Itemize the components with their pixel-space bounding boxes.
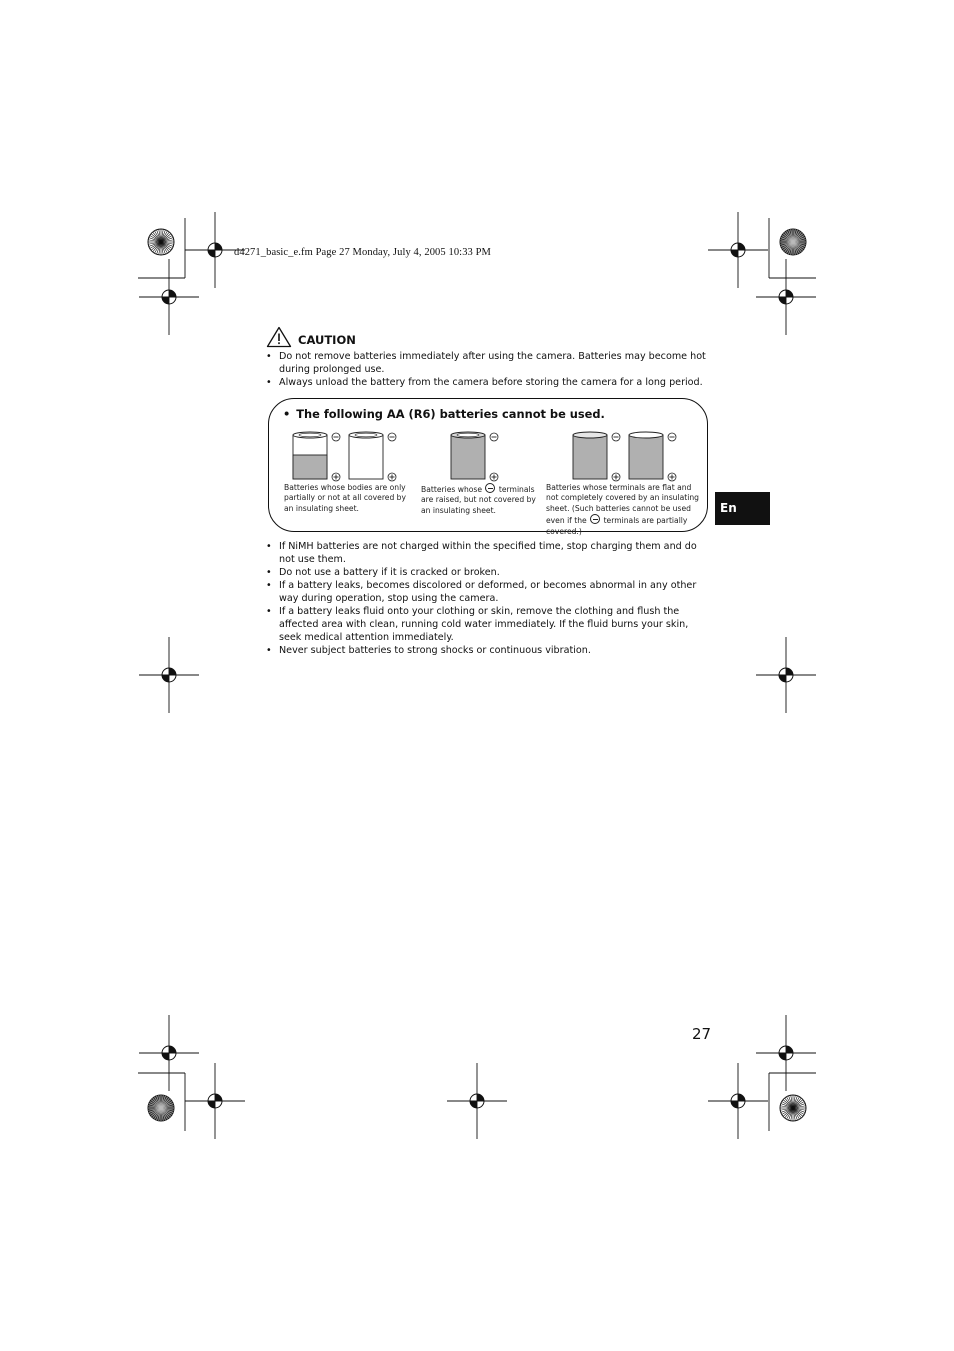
registration-crosshair-icon [139, 637, 199, 713]
registration-crosshair-icon [447, 1063, 507, 1139]
minus-terminal-icon [332, 433, 340, 441]
list-item: • Never subject batteries to strong shocks or continuous vibration. [266, 644, 712, 657]
registration-crosshair-icon [756, 259, 816, 335]
list-item: • Do not use a battery if it is cracked or broken. [266, 566, 712, 579]
plus-terminal-icon [388, 473, 396, 481]
caption-text: Batteries whose terminals are flat and not completely covered by an insulating sheet. (Such batteries cannot be used even if the [546, 483, 699, 526]
minus-terminal-icon [388, 433, 396, 441]
caption-text: Batteries whose [421, 485, 483, 494]
minus-terminal-icon [490, 433, 498, 441]
battery-uncovered-illustration [345, 429, 405, 484]
registration-crosshair-icon [756, 1015, 816, 1091]
minus-terminal-icon [612, 433, 620, 441]
registration-crosshair-icon [708, 212, 768, 288]
file-info-header: d4271_basic_e.fm Page 27 Monday, July 4, 2005 10:33 PM [234, 247, 491, 258]
page-number: 27 [692, 1025, 712, 1043]
registration-crosshair-icon [139, 259, 199, 335]
plus-terminal-icon [332, 473, 340, 481]
list-item: • If NiMH batteries are not charged within the specified time, stop charging them and do not use them. [266, 540, 712, 566]
battery-partially-covered-terminal-illustration [625, 429, 685, 484]
box-title: • The following AA (R6) batteries cannot be used. [283, 407, 605, 421]
battery-partially-covered-illustration [289, 429, 349, 484]
registration-crosshair-icon [708, 1063, 768, 1139]
registration-crosshair-icon [139, 1015, 199, 1091]
minus-terminal-icon [485, 483, 495, 493]
list-item: • Do not remove batteries immediately after using the camera. Batteries may become hot during prolonged use. [266, 350, 712, 376]
registration-crosshair-icon [185, 1063, 245, 1139]
registration-starburst-icon [148, 229, 174, 255]
battery-flat-terminal-illustration [569, 429, 629, 484]
plus-terminal-icon [612, 473, 620, 481]
language-tab: En [715, 492, 770, 525]
plus-terminal-icon [668, 473, 676, 481]
caption-body-covering: Batteries whose bodies are only partially or not at all covered by an insulating sheet. [284, 483, 406, 513]
caption-text: terminals are raised, but not covered by an insulating sheet. [421, 485, 536, 515]
list-item: • Always unload the battery from the camera before storing the camera for a long period. [266, 376, 712, 389]
battery-warnings-list [266, 540, 712, 657]
plus-terminal-icon [490, 473, 498, 481]
list-item: • If a battery leaks fluid onto your clothing or skin, remove the clothing and flush the affected area with clean, running cold water immediately. If the fluid burns your skin, seek medical attention immediately. [266, 605, 712, 644]
registration-starburst-icon [780, 1095, 806, 1121]
box-title-text: The following AA (R6) batteries cannot be used. [296, 407, 605, 421]
caution-list [266, 350, 712, 389]
registration-starburst-icon [780, 229, 806, 255]
minus-terminal-icon [590, 514, 600, 524]
registration-starburst-icon [148, 1095, 174, 1121]
unusable-batteries-box [268, 398, 708, 536]
caption-flat-terminals [546, 483, 706, 537]
battery-raised-terminal-illustration [447, 429, 507, 484]
caption-raised-terminals [421, 483, 536, 516]
registration-crosshair-icon [756, 637, 816, 713]
caution-title: CAUTION [298, 333, 356, 347]
minus-terminal-icon [668, 433, 676, 441]
caption-text: terminals are partially covered.) [546, 516, 688, 536]
list-item: • If a battery leaks, becomes discolored or deformed, or becomes abnormal in any other way during operation, stop using the camera. [266, 579, 712, 605]
warning-triangle-icon [266, 326, 292, 348]
